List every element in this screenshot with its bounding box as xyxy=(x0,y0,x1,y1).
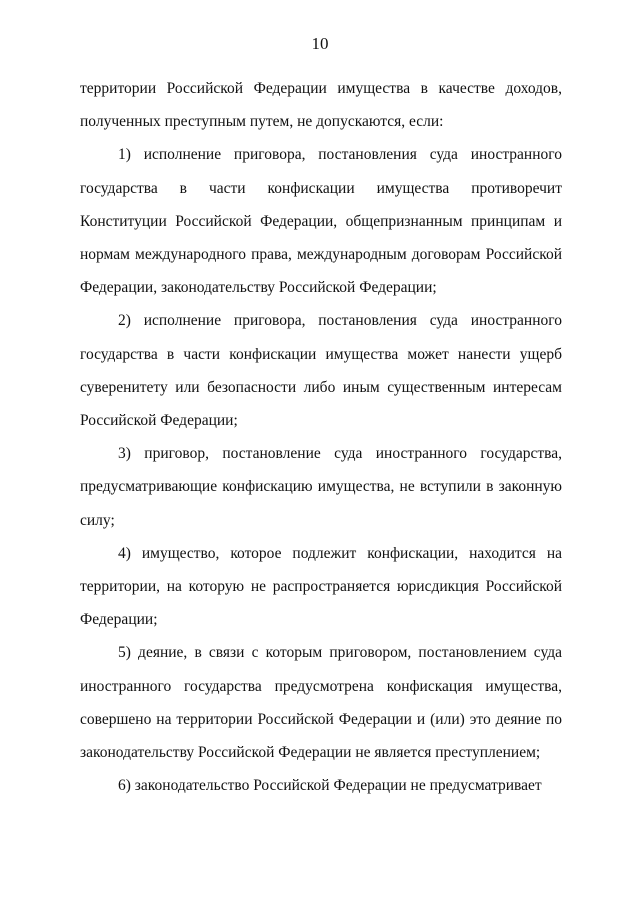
list-item-6: 6) законодательство Российской Федерации не предусматривает xyxy=(118,777,542,795)
list-item-3: 3) приговор, постановление суда иностранного государства, предусматривающие конфискацию имущества, не вступили в законную силу; xyxy=(80,445,562,529)
page-number: 10 xyxy=(311,34,329,53)
list-item-2: 2) исполнение приговора, постановления суда иностранного государства в части конфискации имущества может нанести ущерб суверенитету или безопасности либо иным существенным интересам Российской Федерации; xyxy=(80,312,562,430)
list-item-1: 1) исполнение приговора, постановления суда иностранного государства в части конфискации имущества противоречит Конституции Российской Федерации, общепризнанным принципам и нормам международного права, международным договорам Российской Федерации, законодательству Российской Федерации; xyxy=(80,146,562,297)
document-body xyxy=(80,72,562,802)
list-item-5: 5) деяние, в связи с которым приговором, постановлением суда иностранного государства предусмотрена конфискация имущества, совершено на территории Российской Федерации и (или) это деяние по законодательству Российской Федерации не является преступлением; xyxy=(80,644,562,762)
list-item-4: 4) имущество, которое подлежит конфискации, находится на территории, на которую не распространяется юрисдикция Российской Федерации; xyxy=(80,544,562,629)
paragraph-continuation: территории Российской Федерации имущества в качестве доходов, полученных преступным путем, не допускаются, если: xyxy=(80,80,562,131)
